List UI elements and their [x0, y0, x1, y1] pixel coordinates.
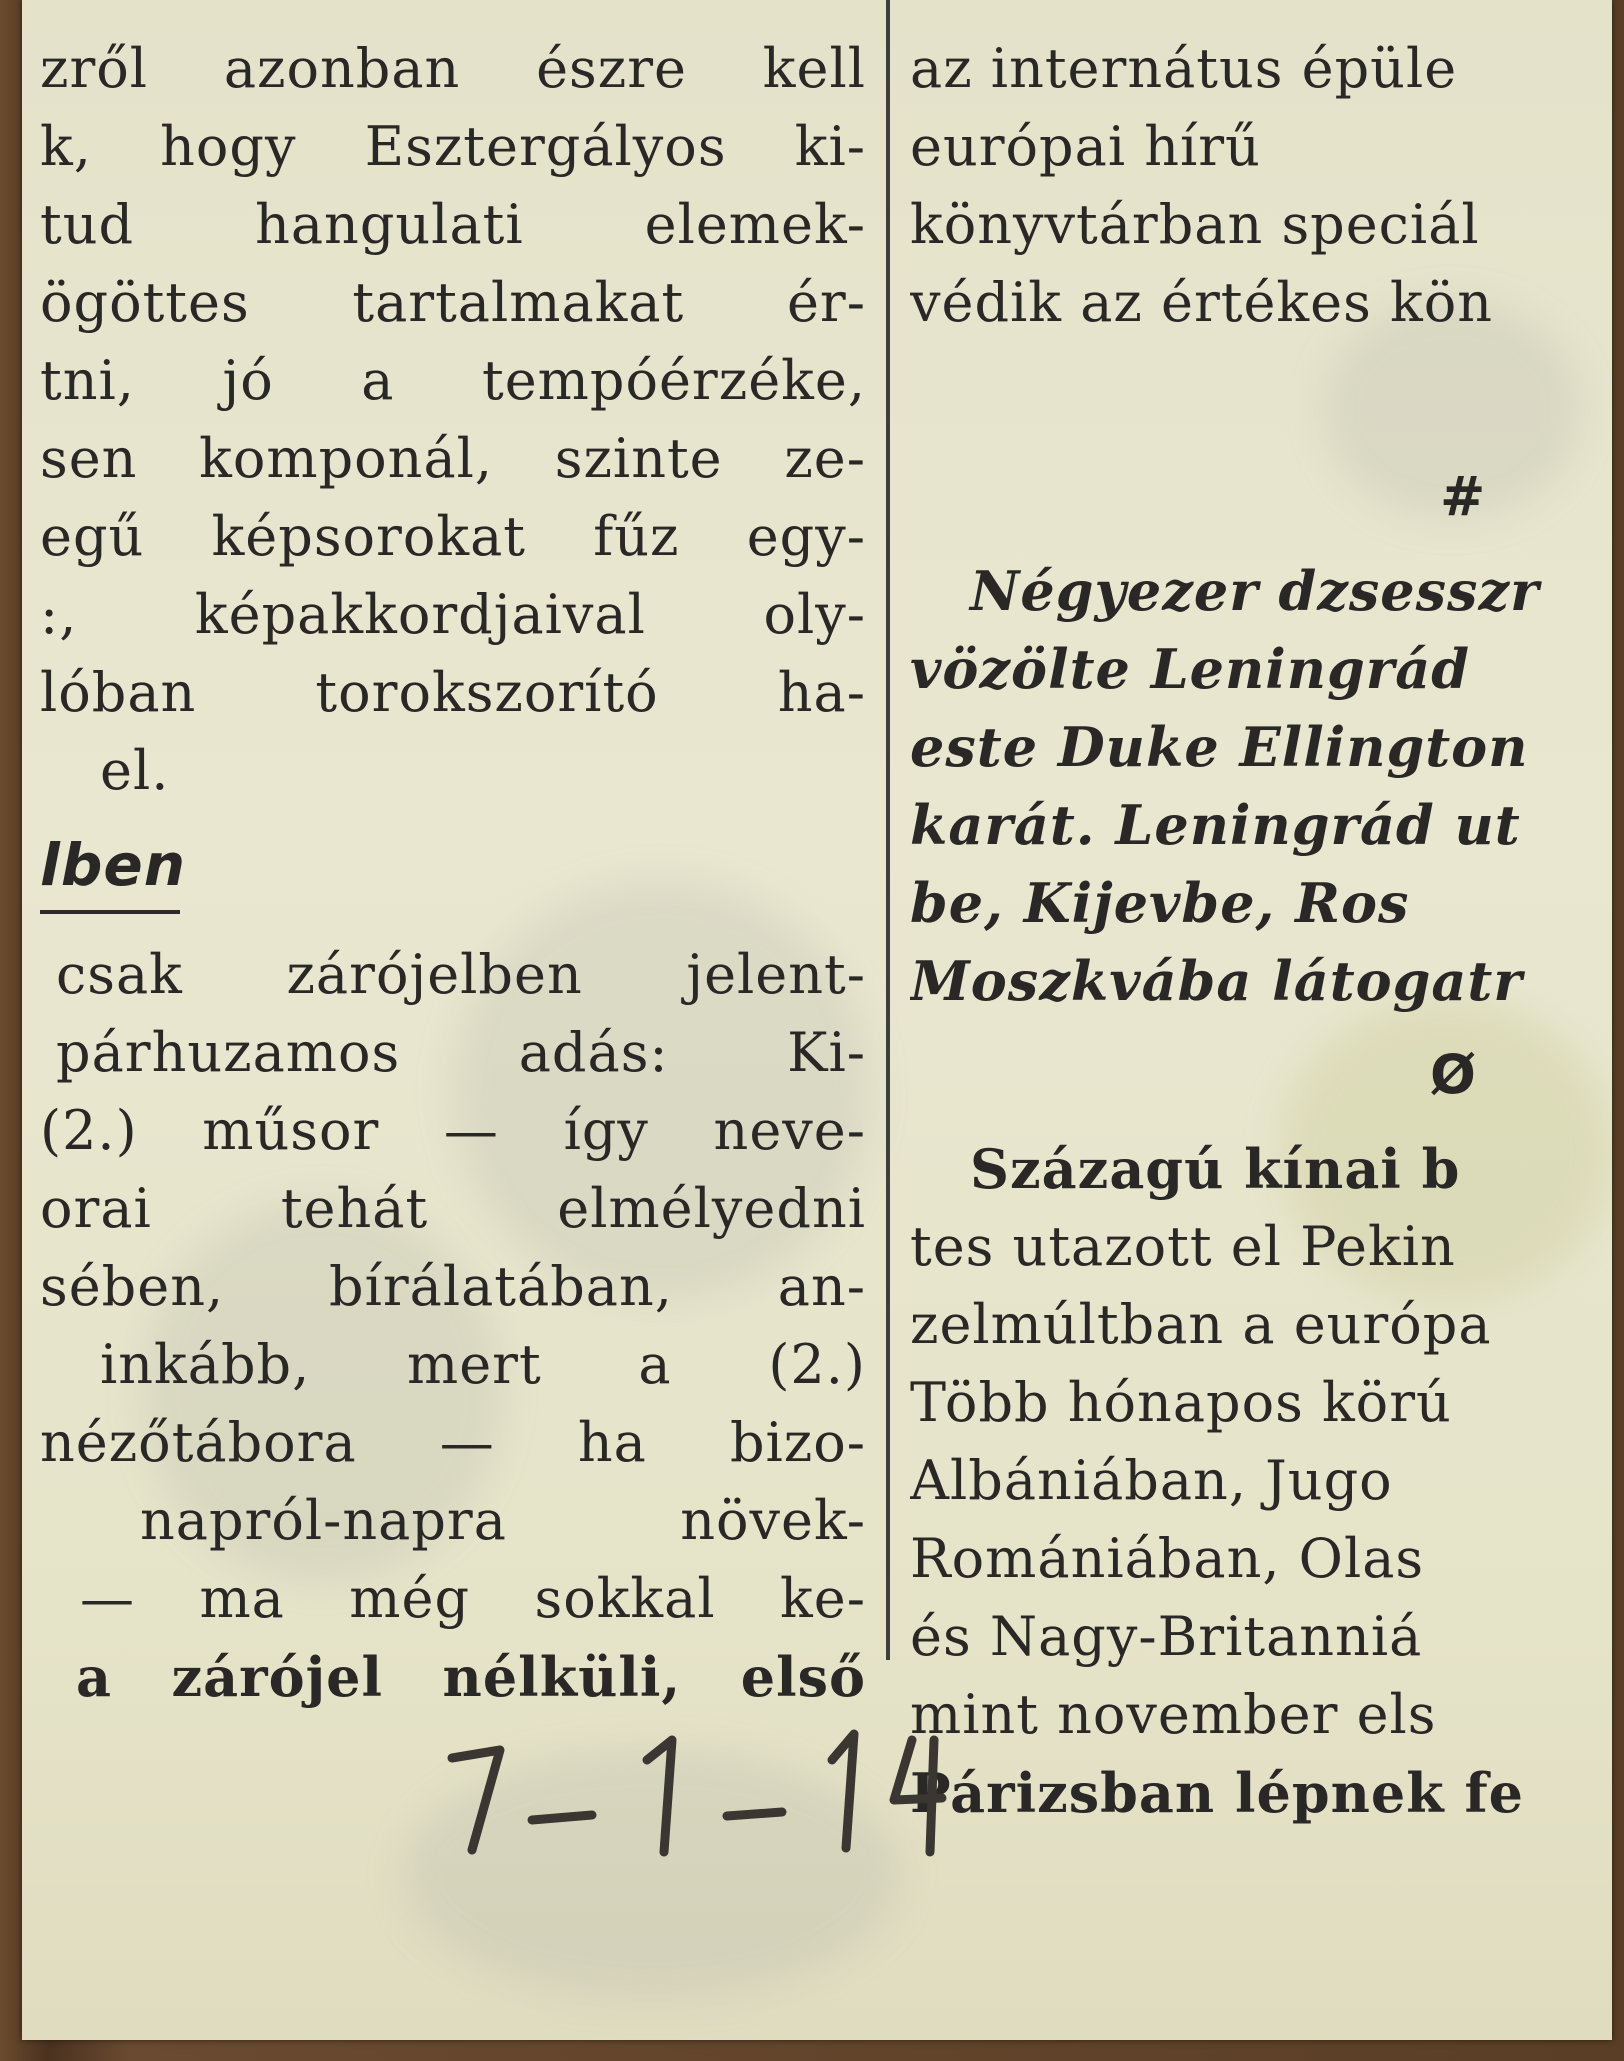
text-line: zről azonban észre kell [40, 37, 866, 100]
text-line: karát. Leningrád ut [910, 793, 1521, 857]
text-line: a zárójel nélküli, első [76, 1645, 866, 1709]
text-line: európai hírű [910, 115, 1261, 178]
text-line: és Nagy-Britanniá [910, 1605, 1423, 1668]
text-line: tud hangulati elemek- [40, 193, 866, 256]
right-column [910, 30, 1612, 1832]
text-line: este Duke Ellington [910, 715, 1529, 779]
text-line: nézőtábora — ha bizo- [40, 1411, 866, 1474]
text-line: Százagú kínai b [970, 1137, 1461, 1201]
text-line: ögöttes tartalmakat ér- [40, 271, 866, 334]
text-line: orai tehát elmélyedni [40, 1177, 866, 1240]
heading-rule [40, 910, 180, 914]
text-line: az internátus épüle [910, 37, 1458, 100]
separator-mark: Ø [1430, 1043, 1477, 1106]
left-column [40, 30, 866, 1716]
handwritten-date [442, 1720, 1082, 1860]
text-line: napról-napra növek- [140, 1489, 866, 1552]
text-line: párhuzamos adás: Ki- [56, 1021, 866, 1084]
text-line: Párizsban lépnek fe [910, 1761, 1525, 1825]
text-line: Romániában, Olas [910, 1527, 1425, 1590]
text-line: Moszkvába látogatr [910, 949, 1523, 1013]
text-line: vözölte Leningrád [910, 637, 1471, 701]
text-line: lóban torokszorító ha- [40, 661, 866, 724]
text-line: egű képsorokat fűz egy- [40, 505, 866, 568]
text-line: Több hónapos körú [910, 1371, 1452, 1434]
text-line: zelmúltban a európa [910, 1293, 1492, 1356]
text-line: csak zárójelben jelent- [56, 943, 866, 1006]
text-line: el. [100, 739, 170, 802]
separator-mark: # [1440, 465, 1487, 528]
text-line: inkább, mert a (2.) [100, 1333, 866, 1396]
text-line: k, hogy Esztergályos ki- [40, 115, 866, 178]
text-line: :, képakkordjaival oly- [40, 583, 866, 646]
text-line: Albániában, Jugo [910, 1449, 1393, 1512]
text-line: könyvtárban speciál [910, 193, 1480, 256]
text-line: Négyezer dzsesszr [970, 559, 1540, 623]
text-line: — ma még sokkal ke- [80, 1567, 866, 1630]
section-heading: lben [40, 831, 187, 899]
text-line: (2.) műsor — így neve- [40, 1099, 866, 1162]
text-line: tni, jó a tempóérzéke, [40, 349, 866, 412]
text-line: sen komponál, szinte ze- [40, 427, 866, 490]
text-line: sében, bírálatában, an- [40, 1255, 866, 1318]
text-line: védik az értékes kön [910, 271, 1493, 334]
text-line: be, Kijevbe, Ros [910, 871, 1410, 935]
newspaper-clipping [22, 0, 1612, 2040]
text-line: mint november els [910, 1683, 1437, 1746]
column-divider [886, 0, 890, 1660]
text-line: tes utazott el Pekin [910, 1215, 1456, 1278]
